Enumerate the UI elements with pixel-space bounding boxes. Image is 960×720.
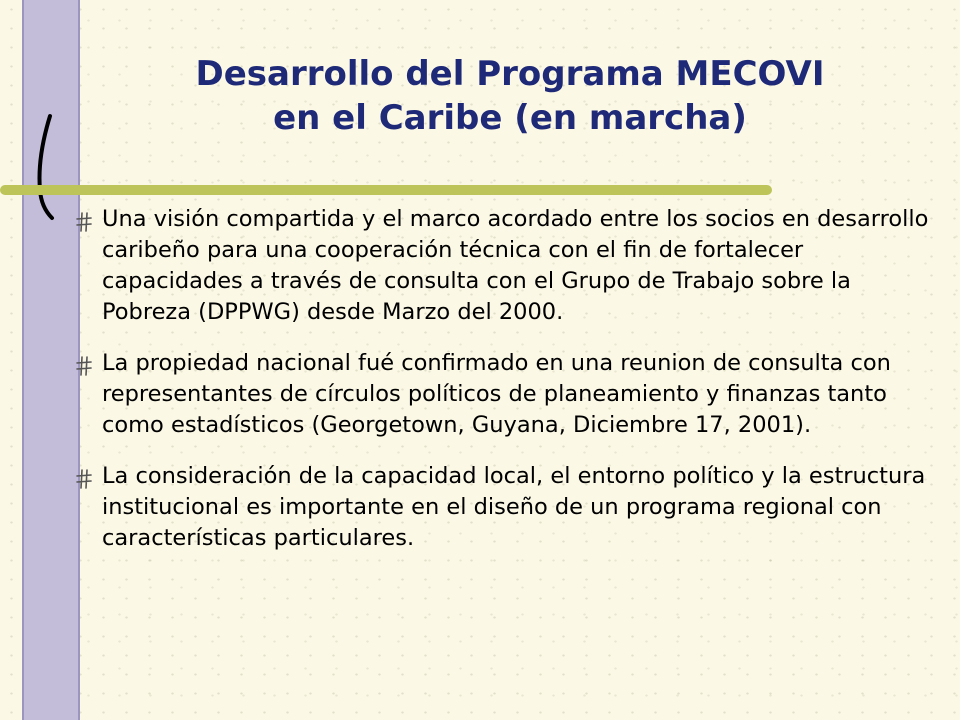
hash-sketch-icon — [76, 356, 92, 376]
bullet-item — [76, 204, 936, 328]
bullet-item — [76, 348, 936, 441]
title-line-2: en el Caribe (en marcha) — [273, 98, 747, 138]
title-line-1: Desarrollo del Programa MECOVI — [195, 54, 825, 94]
bullet-text: La propiedad nacional fué confirmado en una reunion de consulta con representantes de círculos políticos de planeamiento y finanzas tanto como estadísticos (Georgetown, Guyana, Diciembre 17, 2001). — [102, 350, 891, 438]
hash-sketch-icon — [76, 469, 92, 489]
bullet-item — [76, 461, 936, 554]
bracket-stroke-icon — [30, 112, 70, 222]
title-underline-rule — [0, 185, 772, 195]
bullet-list — [76, 204, 936, 574]
left-decorative-bar — [22, 0, 80, 720]
bullet-text: Una visión compartida y el marco acordado entre los socios en desarrollo caribeño para una cooperación técnica con el fin de fortalecer capacidades a través de consulta con el Grupo de Trabajo sobre la Pobreza (DPPWG) desde Marzo del 2000. — [102, 206, 929, 325]
hash-sketch-icon — [76, 212, 92, 232]
slide-title — [120, 52, 900, 140]
bullet-text: La consideración de la capacidad local, el entorno político y la estructura institucional es importante en el diseño de un programa regional con características particulares. — [102, 463, 926, 551]
